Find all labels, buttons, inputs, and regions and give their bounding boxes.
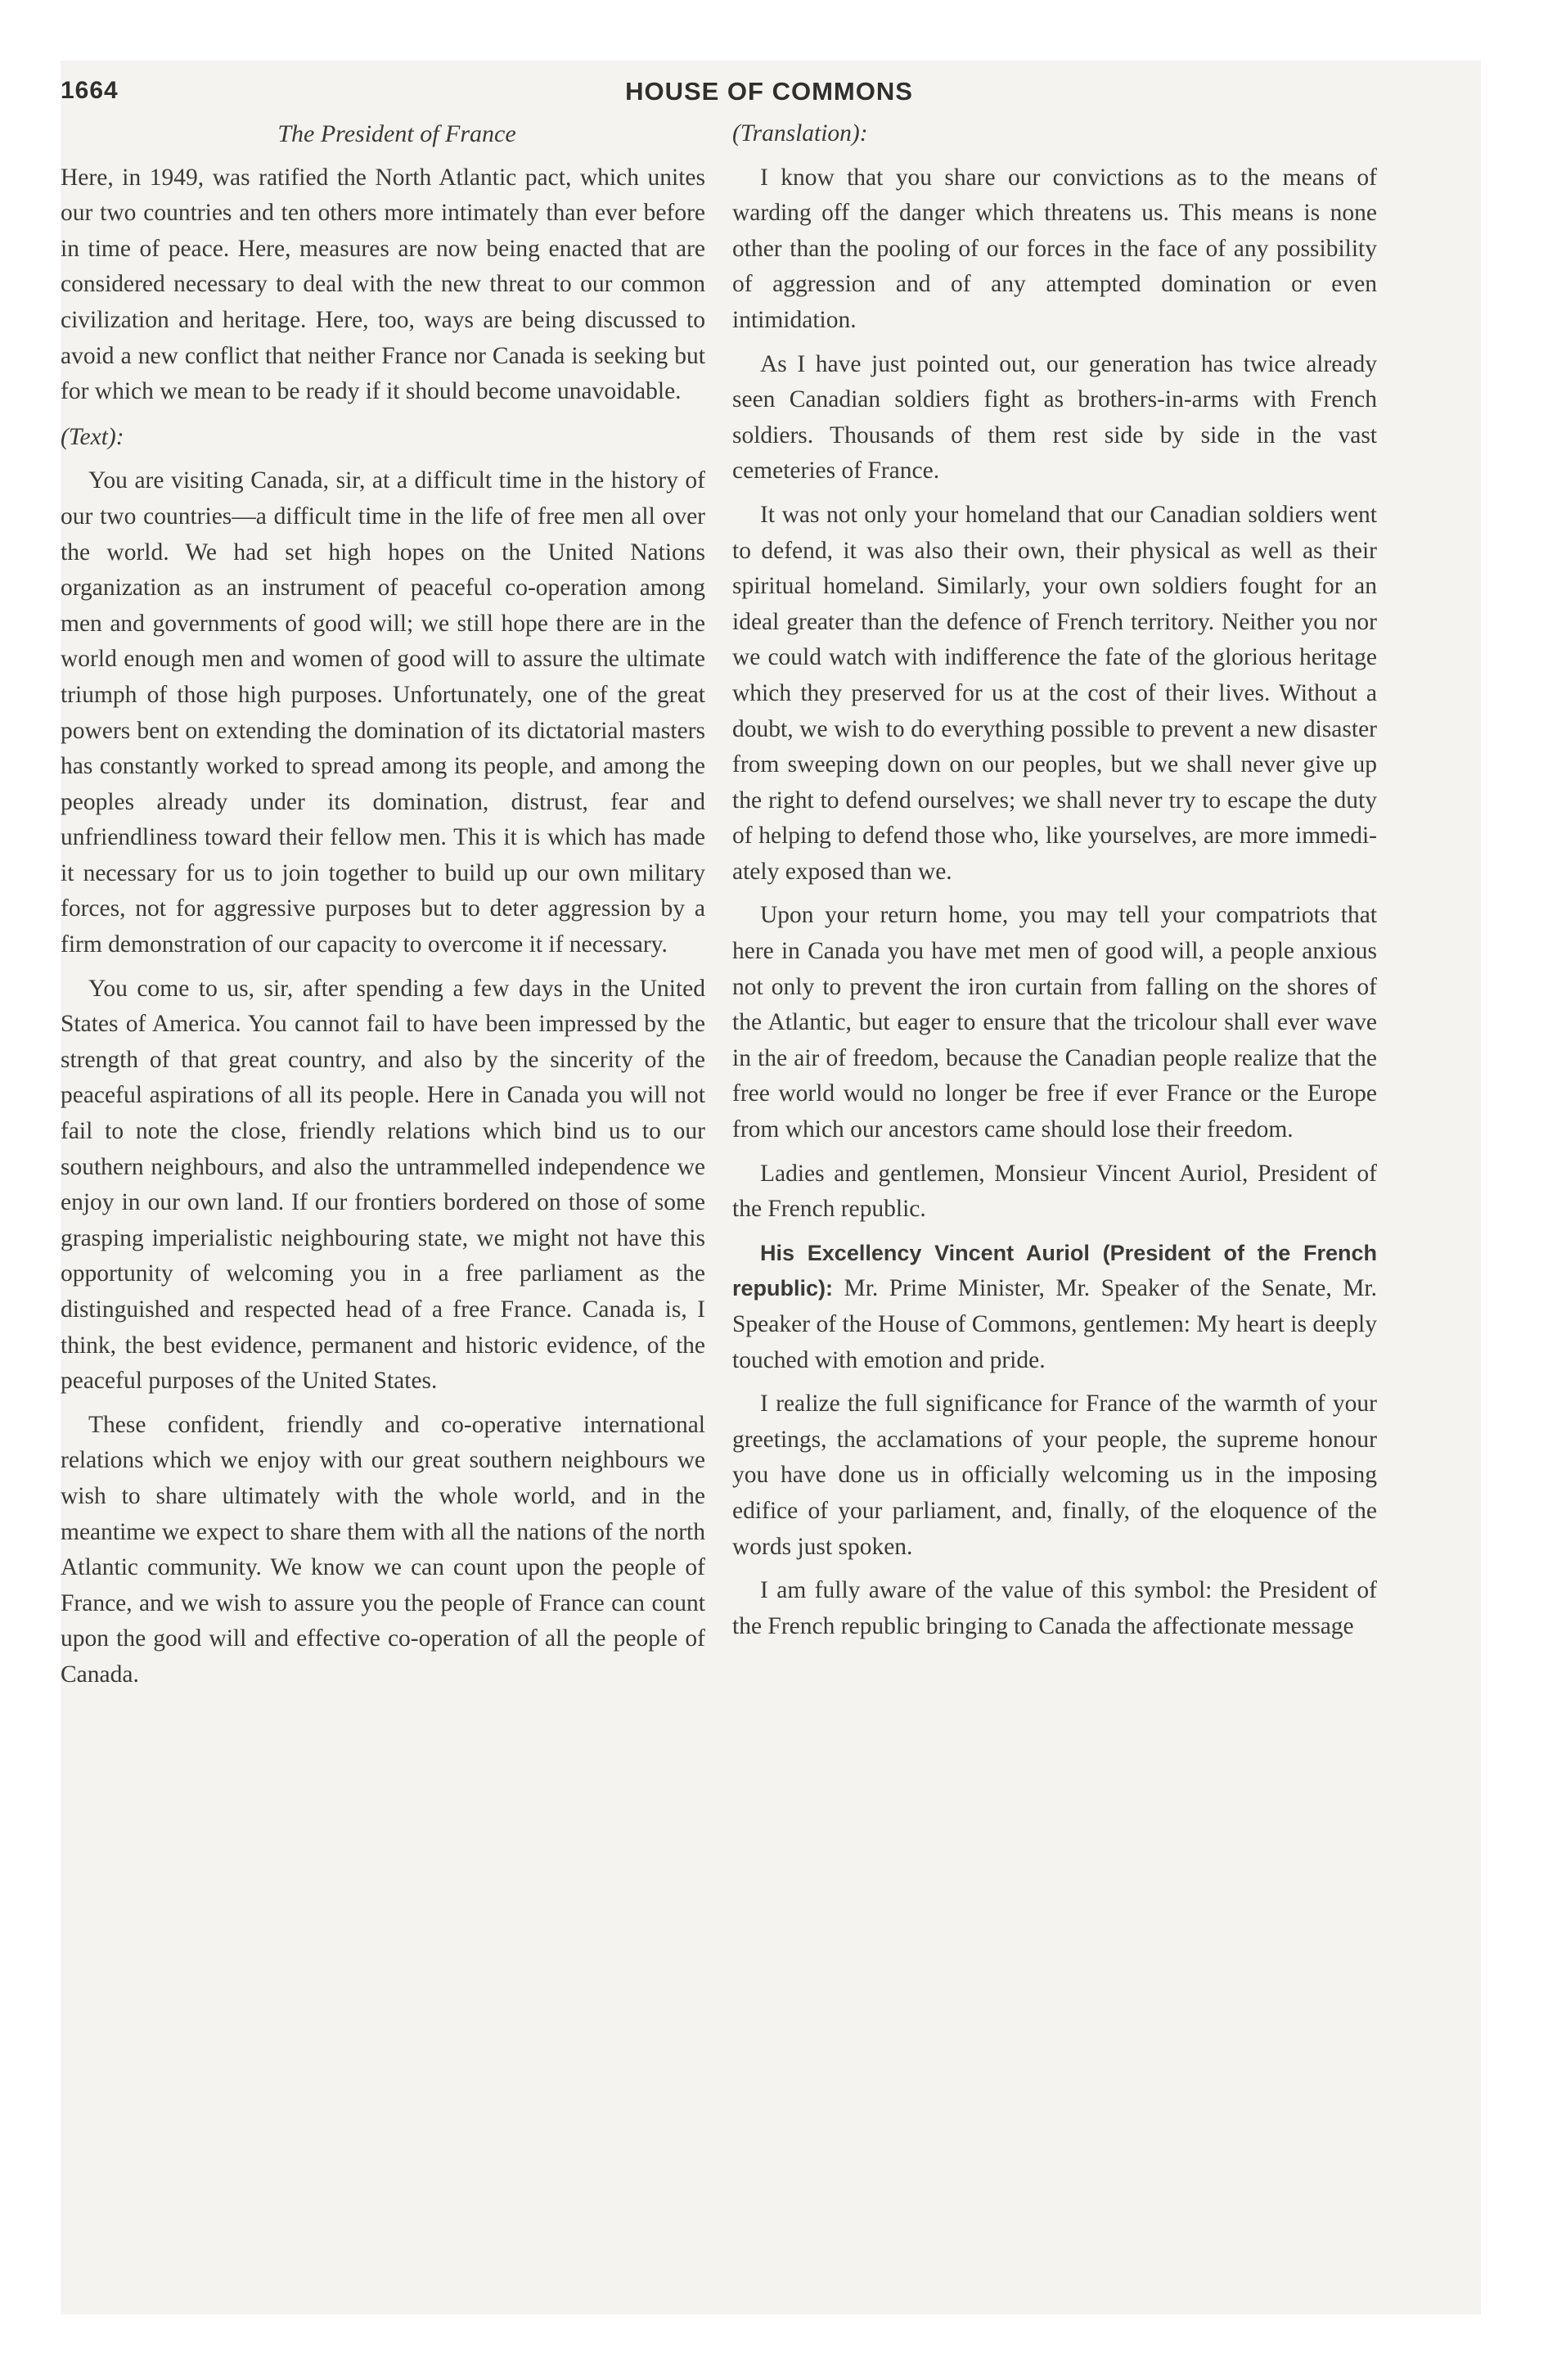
running-head: HOUSE OF COMMONS	[625, 77, 913, 106]
left-column	[61, 116, 705, 1702]
paragraph: Upon your return home, you may tell your compatriots that here in Canada you have met men of good will, a people anxious not only to prevent the iron curtain from falling on the shores of the Atlantic, but eager to ensure that the tricolour shall ever wave in the air of freedom, because the Canadian people realize that the free world would no longer be free if ever France or the Europe from which our ancestors came should lose their freedom.	[732, 902, 1377, 1143]
paragraph: I realize the full significance for France of the warmth of your greetings, the acclamations of your people, the supreme honour you have done us in officially welcoming us in the imposing edifice of your parliament, and, finally, of the eloquence of the words just spoken.	[732, 1391, 1377, 1560]
right-column	[732, 116, 1377, 1652]
speaker-paragraph	[732, 1236, 1377, 1378]
paragraph: I am fully aware of the value of this symbol: the President of the French republic bringing to Canada the affectionate message	[732, 1577, 1377, 1639]
paragraph: You are visiting Canada, sir, at a difficult time in the history of our two countries—a difficult time in the life of free men all over the world. We had set high hopes on the United Nations organization as an instrument of peaceful co-operation among men and governments of good will; we still hope there are in the world enough men and women of good will to assure the ultimate triumph of those high purposes. Unfortunately, one of the great powers bent on extending the domination of its dictatorial masters has constantly worked to spread among its people, and among the peoples already under its domination, distrust, fear and unfriendliness toward their fellow men. This it is which has made it necessary for us to join together to build up our own military forces, not for aggressive purposes but to deter aggression by a firm demonstration of our capacity to overcome it if necessary.	[61, 467, 705, 958]
paragraph: As I have just pointed out, our generation has twice already seen Canadian soldiers fight as brothers-in-arms with French soldiers. Thousands of them rest side by side in the vast cemeteries of France.	[732, 350, 1377, 485]
paragraph: These confident, friendly and co-operative international relations which we enjoy with our great southern neighbours we wish to share ultimately with the whole world, and in the meantime we expect to share them with all the nations of the north Atlantic community. We know we can count upon the people of France, and we wish to assure you the people of France can count upon the good will and effective co-operation of all the people of Canada.	[61, 1411, 705, 1688]
section-subhead: The President of France	[277, 120, 516, 147]
paragraph: It was not only your homeland that our Canadian soldiers went to defend, it was also their own, their physical as well as their spiritual homeland. Similarly, your own soldiers fought for an ideal greater than the defence of French territory. Neither you nor we could watch with indifference the fate of the glorious heritage which they preserved for us at the cost of their lives. Without a doubt, we wish to do everything possible to prevent a new disaster from sweeping down on our peoples, but we shall never give up the right to defend ourselves; we shall never try to escape the duty of helping to defend those who, like yourselves, are more immediately exposed than we.	[732, 501, 1377, 885]
page-number: 1664	[61, 77, 119, 104]
paragraph: Here, in 1949, was ratified the North Atlantic pact, which unites our two countries and ten others more intimately than ever before in time of peace. Here, measures are now being enacted that are considered necessary to deal with the new threat to our common civilization and heritage. Here, too, ways are being discussed to avoid a new conflict that neither France nor Canada is seeking but for which we mean to be ready if it should become unavoidable.	[61, 164, 705, 405]
translation-label: (Translation):	[732, 120, 868, 146]
speaker-name: His Excellency Vincent Auriol (President of the French republic):	[732, 1240, 1377, 1301]
text-label: (Text):	[61, 423, 124, 450]
paragraph: You come to us, sir, after spending a few days in the United States of America. You cannot fail to have been impressed by the strength of that great country, and also by the sincerity of the peaceful aspirations of all its people. Here in Canada you will not fail to note the close, friendly relations which bind us to our southern neighbours, and also the untrammelled independence we enjoy in our own land. If our frontiers bordered on those of some grasping imperialistic neighbouring state, we might not have this opportunity of welcoming you in a free parliament as the distinguished and respected head of a free France. Canada is, I think, the best evidence, permanent and historic evidence, of the peaceful purposes of the United States.	[61, 975, 705, 1395]
paragraph: I know that you share our convictions as to the means of warding off the danger which threatens us. This means is none other than the pooling of our forces in the face of any possibility of aggression and of any attempted domination or even intimidation.	[732, 164, 1377, 333]
paragraph: Ladies and gentlemen, Monsieur Vincent Auriol, President of the French republic.	[732, 1160, 1377, 1223]
speaker-remarks: Mr. Prime Minister, Mr. Speaker of the Senate, Mr. Speaker of the House of Commons, gentlemen: My heart is deeply touched with emotion and pride.	[732, 1275, 1377, 1373]
